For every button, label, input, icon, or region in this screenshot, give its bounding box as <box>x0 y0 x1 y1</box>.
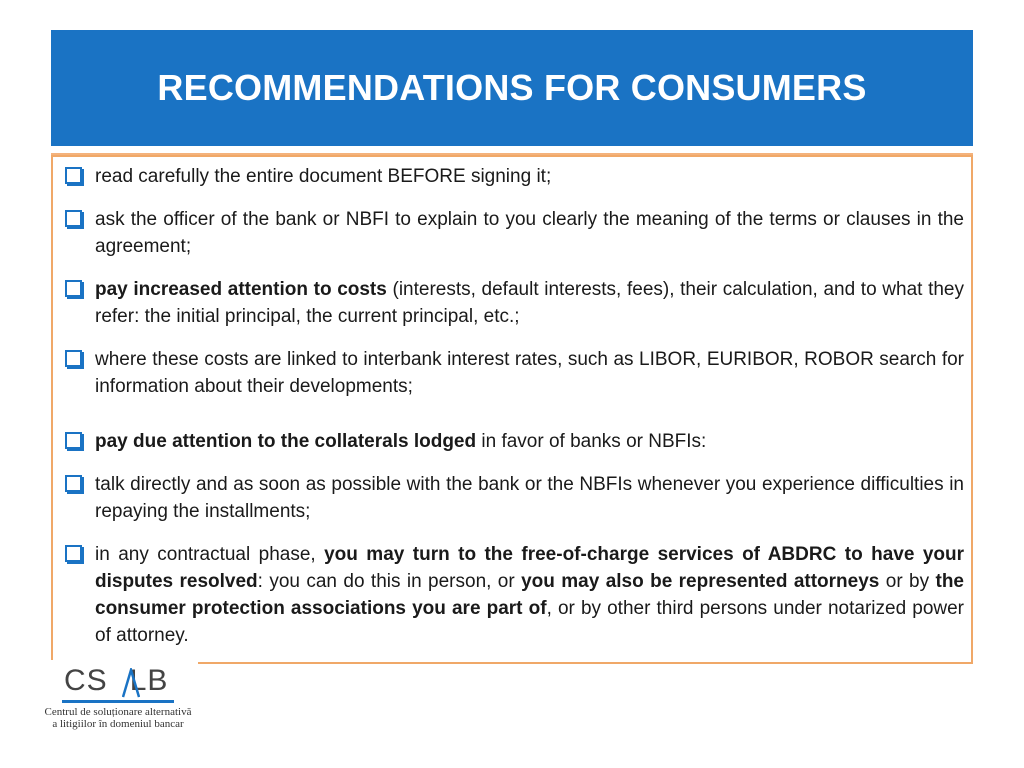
logo-line-1: Centrul de soluționare alternativă <box>44 706 192 718</box>
item-text-segment: read carefully the entire document BEFORE signing it; <box>95 166 552 187</box>
list-item <box>65 163 964 190</box>
item-text-bold: you may turn to the free-of-charge services of ABDRC to have your disputes resolved <box>95 544 965 592</box>
item-text <box>95 349 964 397</box>
item-text-segment: in any contractual phase, <box>95 544 325 565</box>
logo-subtitle <box>38 706 198 730</box>
item-text-segment: or by <box>879 571 936 592</box>
logo-mark <box>64 664 168 698</box>
item-text <box>95 431 706 452</box>
item-text-segment: talk directly and as soon as possible with the bank or the NBFIs whenever you experience difficulties in repaying the installments; <box>95 474 964 522</box>
list-item <box>65 346 964 400</box>
item-text <box>95 166 551 187</box>
logo-mark-right: LB <box>129 664 169 697</box>
checkbox-bullet-icon <box>65 167 82 184</box>
title-banner <box>51 30 973 146</box>
recommendations-list <box>65 163 964 665</box>
list-item <box>65 541 964 649</box>
item-text <box>95 544 964 646</box>
item-text <box>95 279 964 327</box>
item-text-segment: : you can do this in person, or <box>257 571 522 592</box>
checkbox-bullet-icon <box>65 210 82 227</box>
checkbox-bullet-icon <box>65 545 82 562</box>
item-text <box>95 209 964 257</box>
item-text-segment: (interests, default interests, fees), their calculation, and to what they refer: the initial principal, the current principal, etc.; <box>95 279 964 327</box>
logo-underline <box>62 700 174 703</box>
item-text <box>95 474 964 522</box>
logo-mark-left: CS <box>64 664 108 697</box>
item-text-bold: pay due attention to the collaterals lodged <box>95 431 477 452</box>
list-item <box>65 428 964 455</box>
checkbox-bullet-icon <box>65 432 82 449</box>
item-text-segment: ask the officer of the bank or NBFI to explain to you clearly the meaning of the terms or clauses in the agreement; <box>95 209 964 257</box>
page-title: RECOMMENDATIONS FOR CONSUMERS <box>157 67 867 108</box>
cslb-logo <box>38 660 198 740</box>
item-text-segment: in favor of banks or NBFIs: <box>476 431 707 452</box>
recommendations-box <box>51 155 973 664</box>
item-text-bold: you may also be represented attorneys <box>521 571 880 592</box>
item-text-bold: pay increased attention to costs <box>95 279 387 300</box>
item-text-segment: , or by other third persons under notarized power of attorney. <box>95 598 964 646</box>
checkbox-bullet-icon <box>65 280 82 297</box>
list-item <box>65 206 964 260</box>
checkbox-bullet-icon <box>65 475 82 492</box>
list-item <box>65 471 964 525</box>
logo-line-2: a litigiilor în domeniul bancar <box>52 718 184 730</box>
list-item <box>65 276 964 330</box>
logo-lambda-icon <box>122 668 140 698</box>
checkbox-bullet-icon <box>65 350 82 367</box>
item-text-bold: the consumer protection associations you are part of <box>95 571 964 619</box>
item-text-segment: where these costs are linked to interbank interest rates, such as LIBOR, EURIBOR, ROBOR search for information about their developments; <box>95 349 964 397</box>
